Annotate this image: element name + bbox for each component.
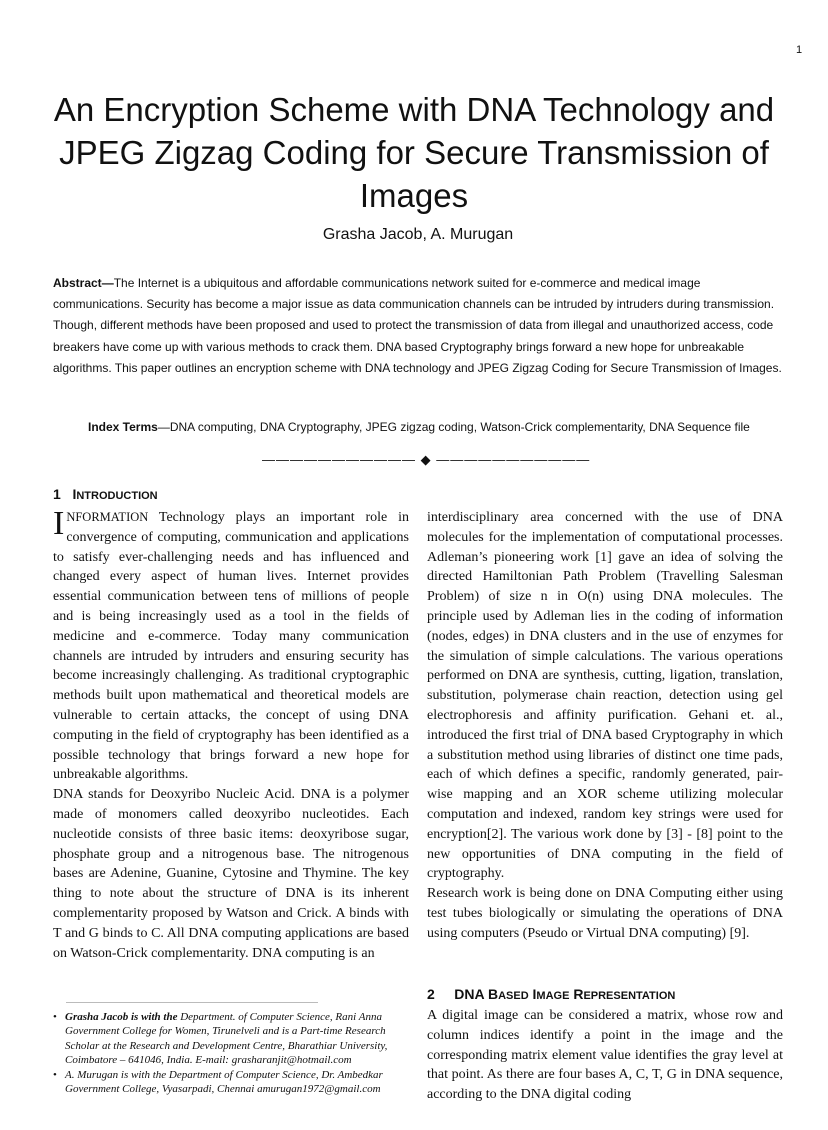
footnotes — [53, 1010, 411, 1098]
section-2-word-4 — [573, 986, 675, 1002]
intro-paragraph-2-continued: interdisciplinary area concerned with the use of DNA molecules for the implementation of computational processes. Adleman’s pioneering work [1] gave an idea of solving the directed Hamiltonian Path Problem (Travelling Salesman Problem) of size n in O(n) using DNA molecules. The principle used by Adleman lies in the coding of information (nodes, edges) in DNA clusters and in the use of enzymes for the simulation of simple calculations. The various operations performed on DNA are synthesis, cutting, ligation, translation, substitution, polymerase chain reaction, detection using gel electrophoresis and affinity purification. Gehani et. al., introduced the first trial of DNA based Cryptography in which a substitution method using libraries of distinct one time pads, each of which defines a specific, randomly generated, pair-wise mapping and an XOR scheme utilizing molecular computation and indexed, random key strings were used for encryption[2]. The various work done by [3] - [8] point to the new opportunities of DNA computing in the field of cryptography. — [427, 510, 783, 882]
intro-paragraph-3: Research work is being done on DNA Computing either using test tubes biologically or simulating the operations of DNA using computers (Pseudo or Virtual DNA computing) [9]. — [427, 886, 783, 941]
index-terms-text: DNA computing, DNA Cryptography, JPEG zigzag coding, Watson-Crick complementarity, DNA Sequence file — [169, 420, 750, 434]
section-2-word-4-rest: EPRESENTATION — [583, 990, 676, 1002]
footnote-1-lead: Grasha Jacob is with the — [65, 1011, 178, 1023]
intro-paragraph-1 — [53, 505, 409, 785]
section-1-heading — [53, 486, 158, 502]
section-2-word-1-first: DNA — [454, 986, 485, 1002]
footnote-1 — [53, 1010, 411, 1067]
footnote-1-text: Department. of Computer Science, Rani Anna Government College for Women, Tirunelveli and is a Part-time Research Scholar at the Research and Development Centre, Bharathiar University, Coimbatore – 641046, India. E-mail: grasharanjit@hotmail.com — [65, 1011, 388, 1066]
abstract-text: The Internet is a ubiquitous and affordable communications network suited for e-commerce and medical image communications. Security has become a major issue as data communication channels can be intruded by intruders during transmission. Though, different methods have been proposed and used to protect the transmission of data from illegal and unauthorized access, code breakers have come up with various methods to crack them. DNA based Cryptography brings forward a new hope for unbreakable algorithms. This paper outlines an encryption scheme with DNA technology and JPEG Zigzag Coding for Secure Transmission of Images. — [53, 276, 782, 375]
section-2-body — [427, 1006, 783, 1105]
abstract-dash: — — [101, 276, 114, 290]
abstract-label: Abstract — [53, 276, 102, 290]
right-column — [427, 508, 783, 944]
section-2-word-4-first: R — [573, 986, 584, 1002]
section-2-heading — [427, 986, 675, 1002]
footnote-bullet: • — [53, 1011, 57, 1023]
intro-paragraph-1-text: Technology plays an important role in convergence of computing, communication and applications to satisfy ever-challenging needs and has influenced and changed every aspect of human lives. Internet provides essential communication between tens of millions of people and is being increasingly used as a tool in the fields of medicine and e-commerce. Today many communication channels are intruded by intruders and ensuring security has become increasingly challenging. As traditional cryptographic methods built upon mathematical and theoretical models are vulnerable to certain attacks, the concept of using DNA computing in the field of cryptography has been identified as a possible technology that brings forward a new hope for unbreakable algorithms. — [53, 510, 409, 783]
index-terms-dash: — — [157, 420, 170, 434]
footnote-rule — [66, 1002, 318, 1003]
section-2-word-1 — [454, 986, 484, 1002]
section-1-number: 1 — [53, 486, 61, 502]
section-2-paragraph-1: A digital image can be considered a matrix, whose row and column indices identify a point in the image and the corresponding matrix element value identifies the gray level at that point. As there are four bases A, C, T, G in DNA sequence, according to the DNA digital coding — [427, 1008, 783, 1103]
page-number: 1 — [796, 44, 803, 56]
section-2-word-3-rest: MAGE — [536, 990, 570, 1002]
section-1-title-first: I — [72, 486, 77, 502]
section-2-word-2-first: B — [487, 986, 499, 1002]
section-separator: ——————————— ◆ ——————————— — [262, 452, 591, 467]
left-column — [53, 505, 409, 963]
paper-title: An Encryption Scheme with DNA Technology and JPEG Zigzag Coding for Secure Transmission of Images — [53, 91, 775, 214]
section-2-word-2 — [488, 986, 529, 1002]
footnote-2-text: A. Murugan is with the Department of Computer Science, Dr. Ambedkar Government College, Vyasarpadi, Chennai amurugan1972@gmail.com — [65, 1069, 383, 1096]
intro-paragraph-2: DNA stands for Deoxyribo Nucleic Acid. DNA is a polymer made of monomers called deoxyribo nucleotides. Each nucleotide consists of three basic items: deoxyribose sugar, phosphate group and a nitrogenous base. The nitrogenous bases are Adenine, Guanine, Cytosine and Thymine. The key thing to note about the structure of DNA is its inherent complementarity proposed by Watson and Crick. A binds with T and G binds to C. All DNA computing applications are based on Watson-Crick complementarity. DNA computing is an — [53, 787, 409, 961]
section-2-word-3-first: I — [532, 986, 537, 1002]
authors: Grasha Jacob, A. Murugan — [322, 226, 514, 243]
footnote-bullet: • — [53, 1069, 57, 1082]
section-2-number: 2 — [427, 986, 435, 1002]
index-terms — [88, 420, 788, 434]
drop-cap: I — [53, 505, 65, 542]
section-1-title-rest: NTRODUCTION — [76, 490, 158, 502]
footnote-2 — [53, 1068, 411, 1097]
section-2-word-3 — [533, 986, 570, 1002]
section-2-word-2-rest: ASED — [498, 990, 529, 1002]
abstract — [53, 273, 783, 379]
intro-smallcaps: NFORMATION — [66, 510, 149, 524]
index-terms-label: Index Terms — [88, 420, 158, 434]
